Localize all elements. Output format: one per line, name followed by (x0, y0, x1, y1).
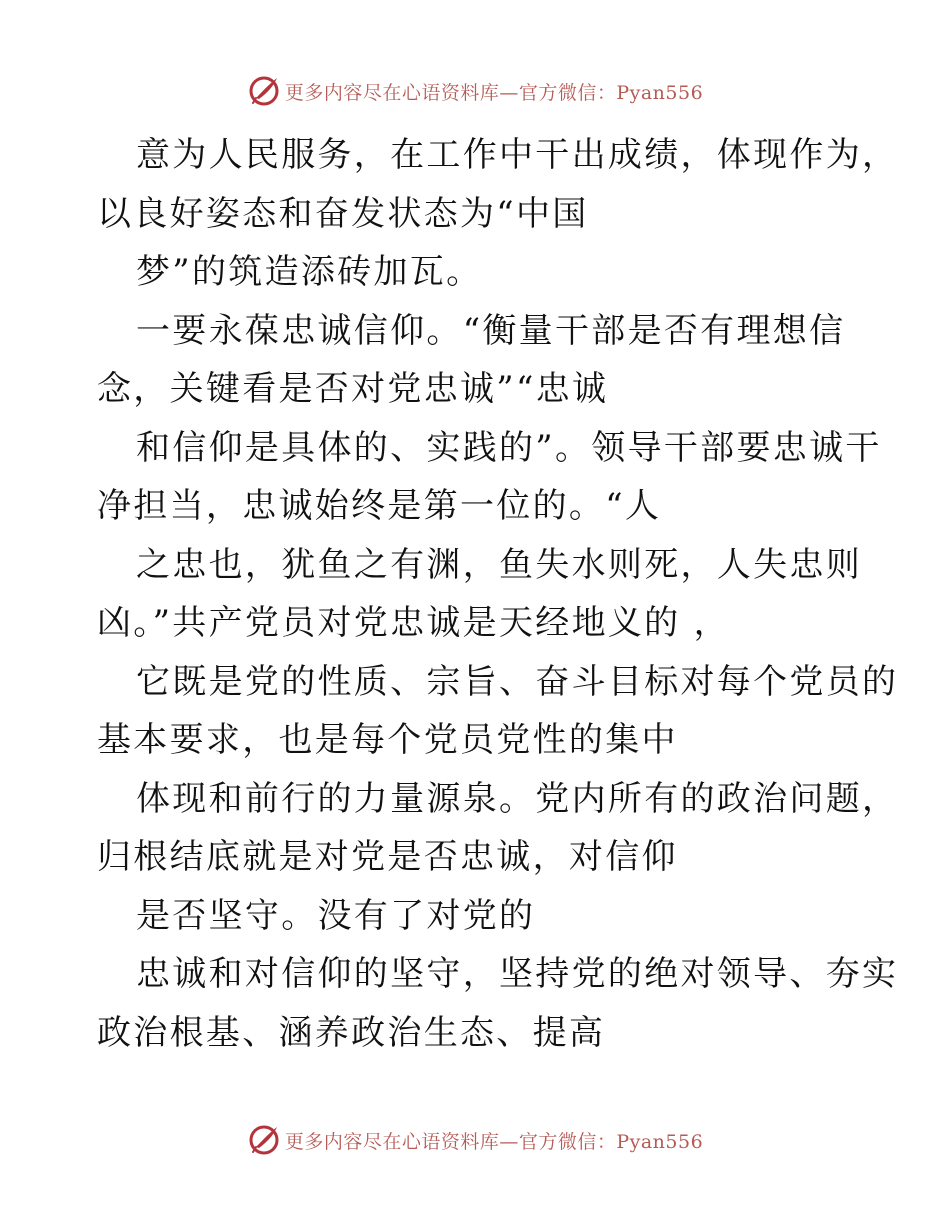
text-line: 政治根基、涵养政治生态、提高 (97, 1012, 606, 1053)
text-line: 是否坚守。没有了对党的 (136, 895, 536, 936)
text-line: 念，关键看是否对党忠诚”“忠诚 (97, 369, 609, 409)
text-line: 它既是党的性质、宗旨、奋斗目标对每个党员的 (136, 661, 899, 702)
watermark-text: 更多内容尽在心语资料库—官方微信：Pyan556 (284, 81, 704, 104)
text-line: 忠诚和对信仰的坚守，坚持党的绝对领导、夯实 (136, 954, 899, 994)
text-line: 净担当，忠诚始终是第一位的。“人 (97, 486, 662, 526)
text-line: 基本要求，也是每个党员党性的集中 (97, 720, 678, 760)
text-line: 一要永葆忠诚信仰。“衡量干部是否有理想信 (136, 310, 846, 351)
header-watermark (0, 71, 950, 111)
quill-seal-icon (247, 1123, 281, 1157)
text-line: 以良好姿态和奋发状态为“中国 (97, 193, 589, 234)
text-line: 之忠也，犹鱼之有渊，鱼失水则死，人失忠则 (136, 544, 862, 585)
text-line: 体现和前行的力量源泉。党内所有的政治问题， (136, 778, 899, 819)
watermark-text: 更多内容尽在心语资料库—官方微信：Pyan556 (284, 1130, 704, 1153)
footer-watermark (0, 1120, 950, 1160)
text-line: 归根结底就是对党是否忠诚，对信仰 (97, 837, 678, 877)
quill-seal-icon (247, 74, 281, 108)
text-line: 凶。”共产党员对党忠诚是天经地义的 ， (97, 603, 730, 643)
text-line: 梦”的筑造添砖加瓦。 (136, 252, 483, 292)
text-line: 和信仰是具体的、实践的”。领导干部要忠诚干 (136, 427, 882, 468)
document-body (97, 126, 899, 1062)
text-line: 意为人民服务，在工作中干出成绩，体现作为， (136, 135, 899, 175)
